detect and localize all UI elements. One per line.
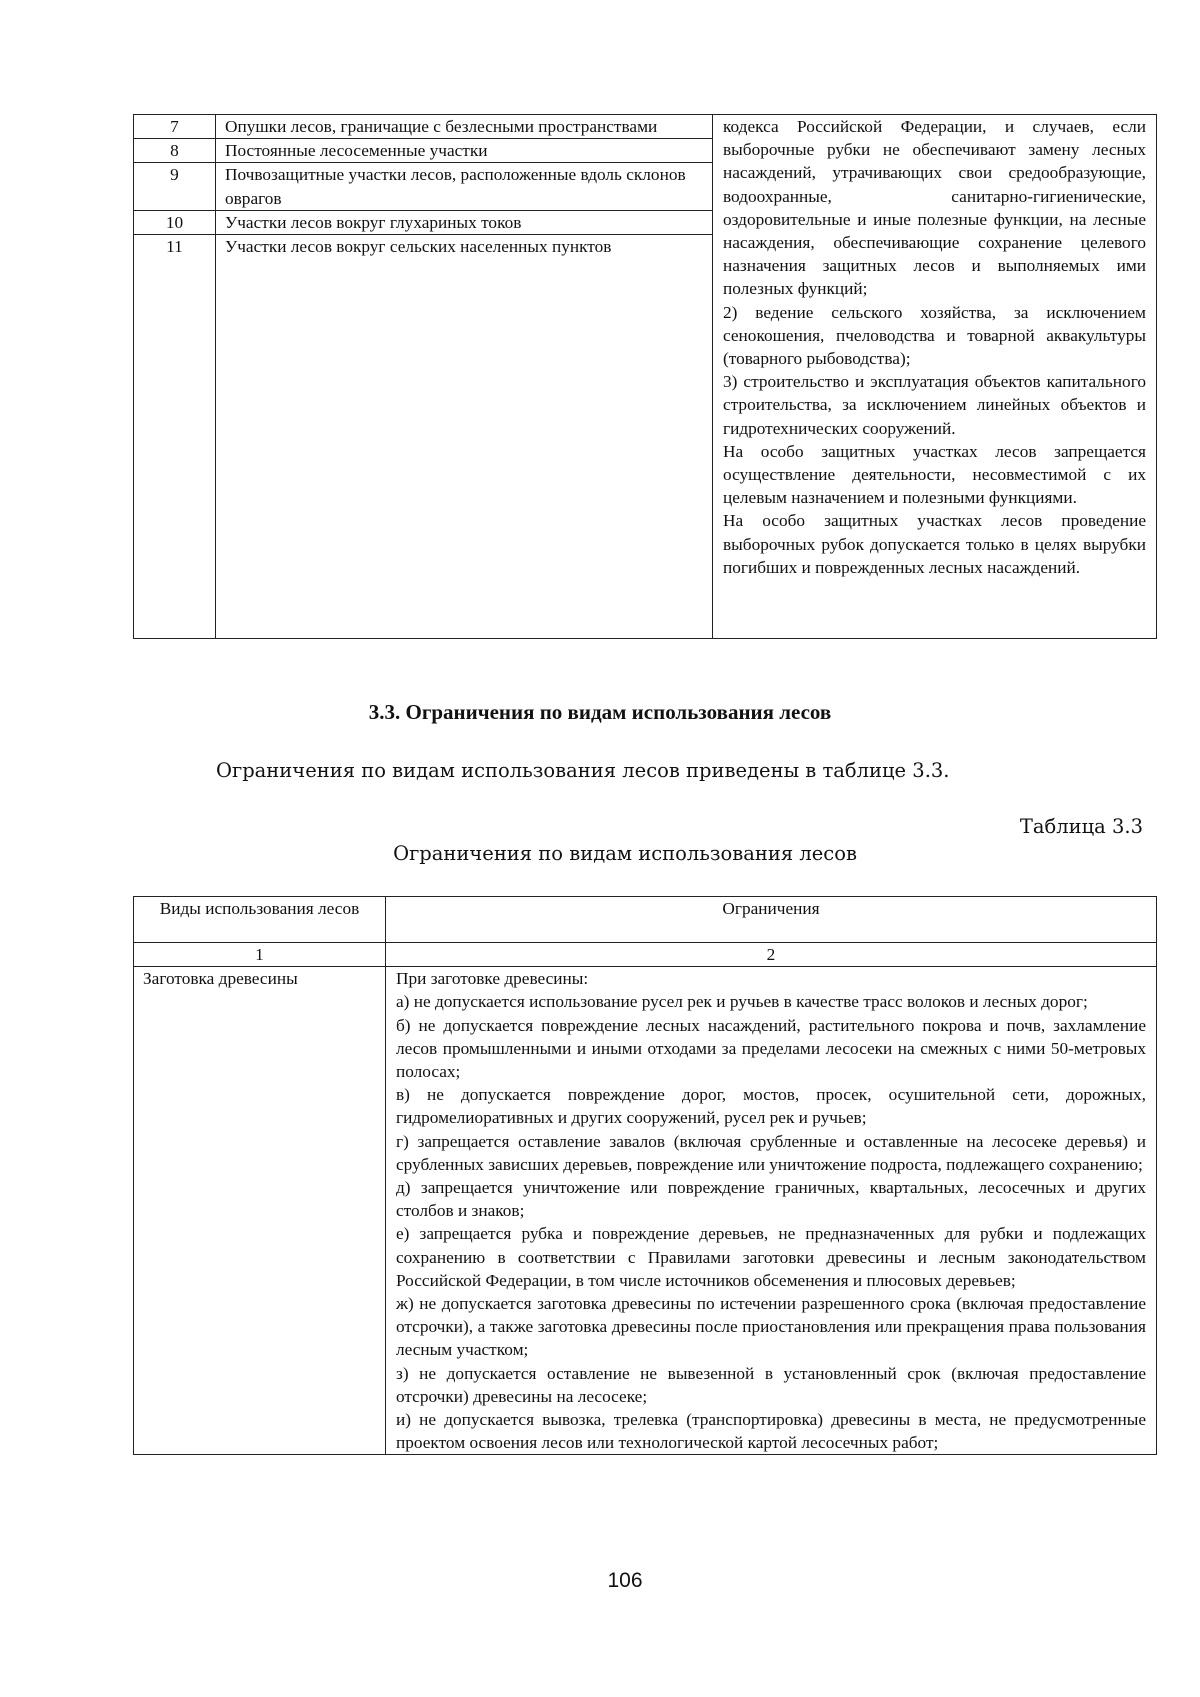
- area-name: Постоянные лесосеменные участки: [216, 139, 713, 163]
- table-row: [134, 115, 1157, 139]
- restrictions-cell: [386, 967, 1157, 1455]
- table-header-row: [134, 897, 1157, 943]
- area-name: Участки лесов вокруг глухариных токов: [216, 210, 713, 234]
- column-number: 2: [386, 943, 1157, 967]
- page-number: 106: [607, 1569, 643, 1592]
- restriction-line: е) запрещается рубка и повреждение деревьев, не предназначенных для рубки и подлежащих сохранению в соответствии с Правилами заготовки древесины и лесным законодательством Российской Федерации, в том числе источников обсеменения и плюсовых деревьев;: [396, 1224, 1146, 1290]
- restriction-line: д) запрещается уничтожение или повреждение граничных, квартальных, лесосечных и других столбов и знаков;: [396, 1178, 1146, 1221]
- table-row: [134, 967, 1157, 1455]
- restriction-line: г) запрещается оставление завалов (включая срубленные и оставленные на лесосеке деревья) и срубленных зависших деревьев, повреждение или уничтожение подроста, подлежащего сохранению;: [396, 1131, 1146, 1174]
- area-name: Участки лесов вокруг сельских населенных пунктов: [216, 235, 713, 639]
- restriction-line: ж) не допускается заготовка древесины по истечении разрешенного срока (включая предоставление отсрочки), а также заготовка древесины после приостановления или прекращения права пользования лесным участком;: [396, 1294, 1146, 1360]
- restriction-line: в) не допускается повреждение дорог, мостов, просек, осушительной сети, дорожных, гидромелиоративных и других сооружений, русел рек и ручьев;: [396, 1085, 1146, 1128]
- restriction-paragraph: 2) ведение сельского хозяйства, за исключением сенокошения, пчеловодства и товарной аквакультуры (товарного рыбоводства);: [723, 302, 1146, 369]
- row-number: 10: [134, 210, 216, 234]
- column-header-kinds: Виды использования лесов: [134, 897, 386, 943]
- forest-use-kind: Заготовка древесины: [134, 967, 386, 1455]
- restriction-line: и) не допускается вывозка, трелевка (транспортировка) древесины в места, не предусмотренные проектом освоения лесов или технологической картой лесосечных работ;: [396, 1410, 1146, 1453]
- restriction-line: а) не допускается использование русел рек и ручьев в качестве трасс волоков и лесных дорог;: [396, 992, 1088, 1012]
- restrictions-cell: [713, 115, 1157, 639]
- restriction-line: При заготовке древесины:: [396, 969, 589, 989]
- row-number: 7: [134, 115, 216, 139]
- column-number: 1: [134, 943, 386, 967]
- section-heading: 3.3. Ограничения по видам использования лесов: [368, 700, 832, 724]
- row-number: 9: [134, 163, 216, 210]
- table-label: Таблица 3.3: [1019, 815, 1143, 838]
- column-number-row: [134, 943, 1157, 967]
- restriction-line: б) не допускается повреждение лесных насаждений, растительного покрова и почв, захламление лесов промышленными и иными отходами за пределами лесосеки на смежных с ними 50-метровых полосах;: [396, 1015, 1146, 1082]
- restriction-paragraph: 3) строительство и эксплуатация объектов капитального строительства, за исключением линейных объектов и гидротехнических сооружений.: [723, 372, 1146, 438]
- restriction-paragraph: кодекса Российской Федерации, и случаев, если выборочные рубки не обеспечивают замену лесных насаждений, утрачивающих свои средообразующие, водоохранные, санитарно-гигиенические, оздоровительные и иные полезные функции, на лесные насаждения, обеспечивающие сохранение целевого назначения защитных лесов и выполняемых ими полезных функций;: [723, 117, 1146, 299]
- area-name: Почвозащитные участки лесов, расположенные вдоль склонов оврагов: [216, 163, 713, 210]
- row-number: 11: [134, 235, 216, 639]
- table-title: Ограничения по видам использования лесов: [393, 842, 857, 865]
- special-protection-areas-table: [133, 114, 1157, 639]
- area-name: Опушки лесов, граничащие с безлесными пространствами: [216, 115, 713, 139]
- restriction-line: з) не допускается оставление не вывезенной в установленный срок (включая предоставление отсрочки) древесины на лесосеке;: [396, 1363, 1146, 1406]
- column-header-restrictions: Ограничения: [386, 897, 1157, 943]
- forest-use-restrictions-table: [133, 896, 1157, 1455]
- restriction-paragraph: На особо защитных участках лесов проведение выборочных рубок допускается только в целях вырубки погибших и поврежденных лесных насаждений.: [723, 511, 1146, 577]
- restriction-paragraph: На особо защитных участках лесов запрещается осуществление деятельности, несовместимой с их целевым назначением и полезными функциями.: [723, 441, 1146, 508]
- intro-paragraph: Ограничения по видам использования лесов приведены в таблице 3.3.: [216, 759, 950, 782]
- row-number: 8: [134, 139, 216, 163]
